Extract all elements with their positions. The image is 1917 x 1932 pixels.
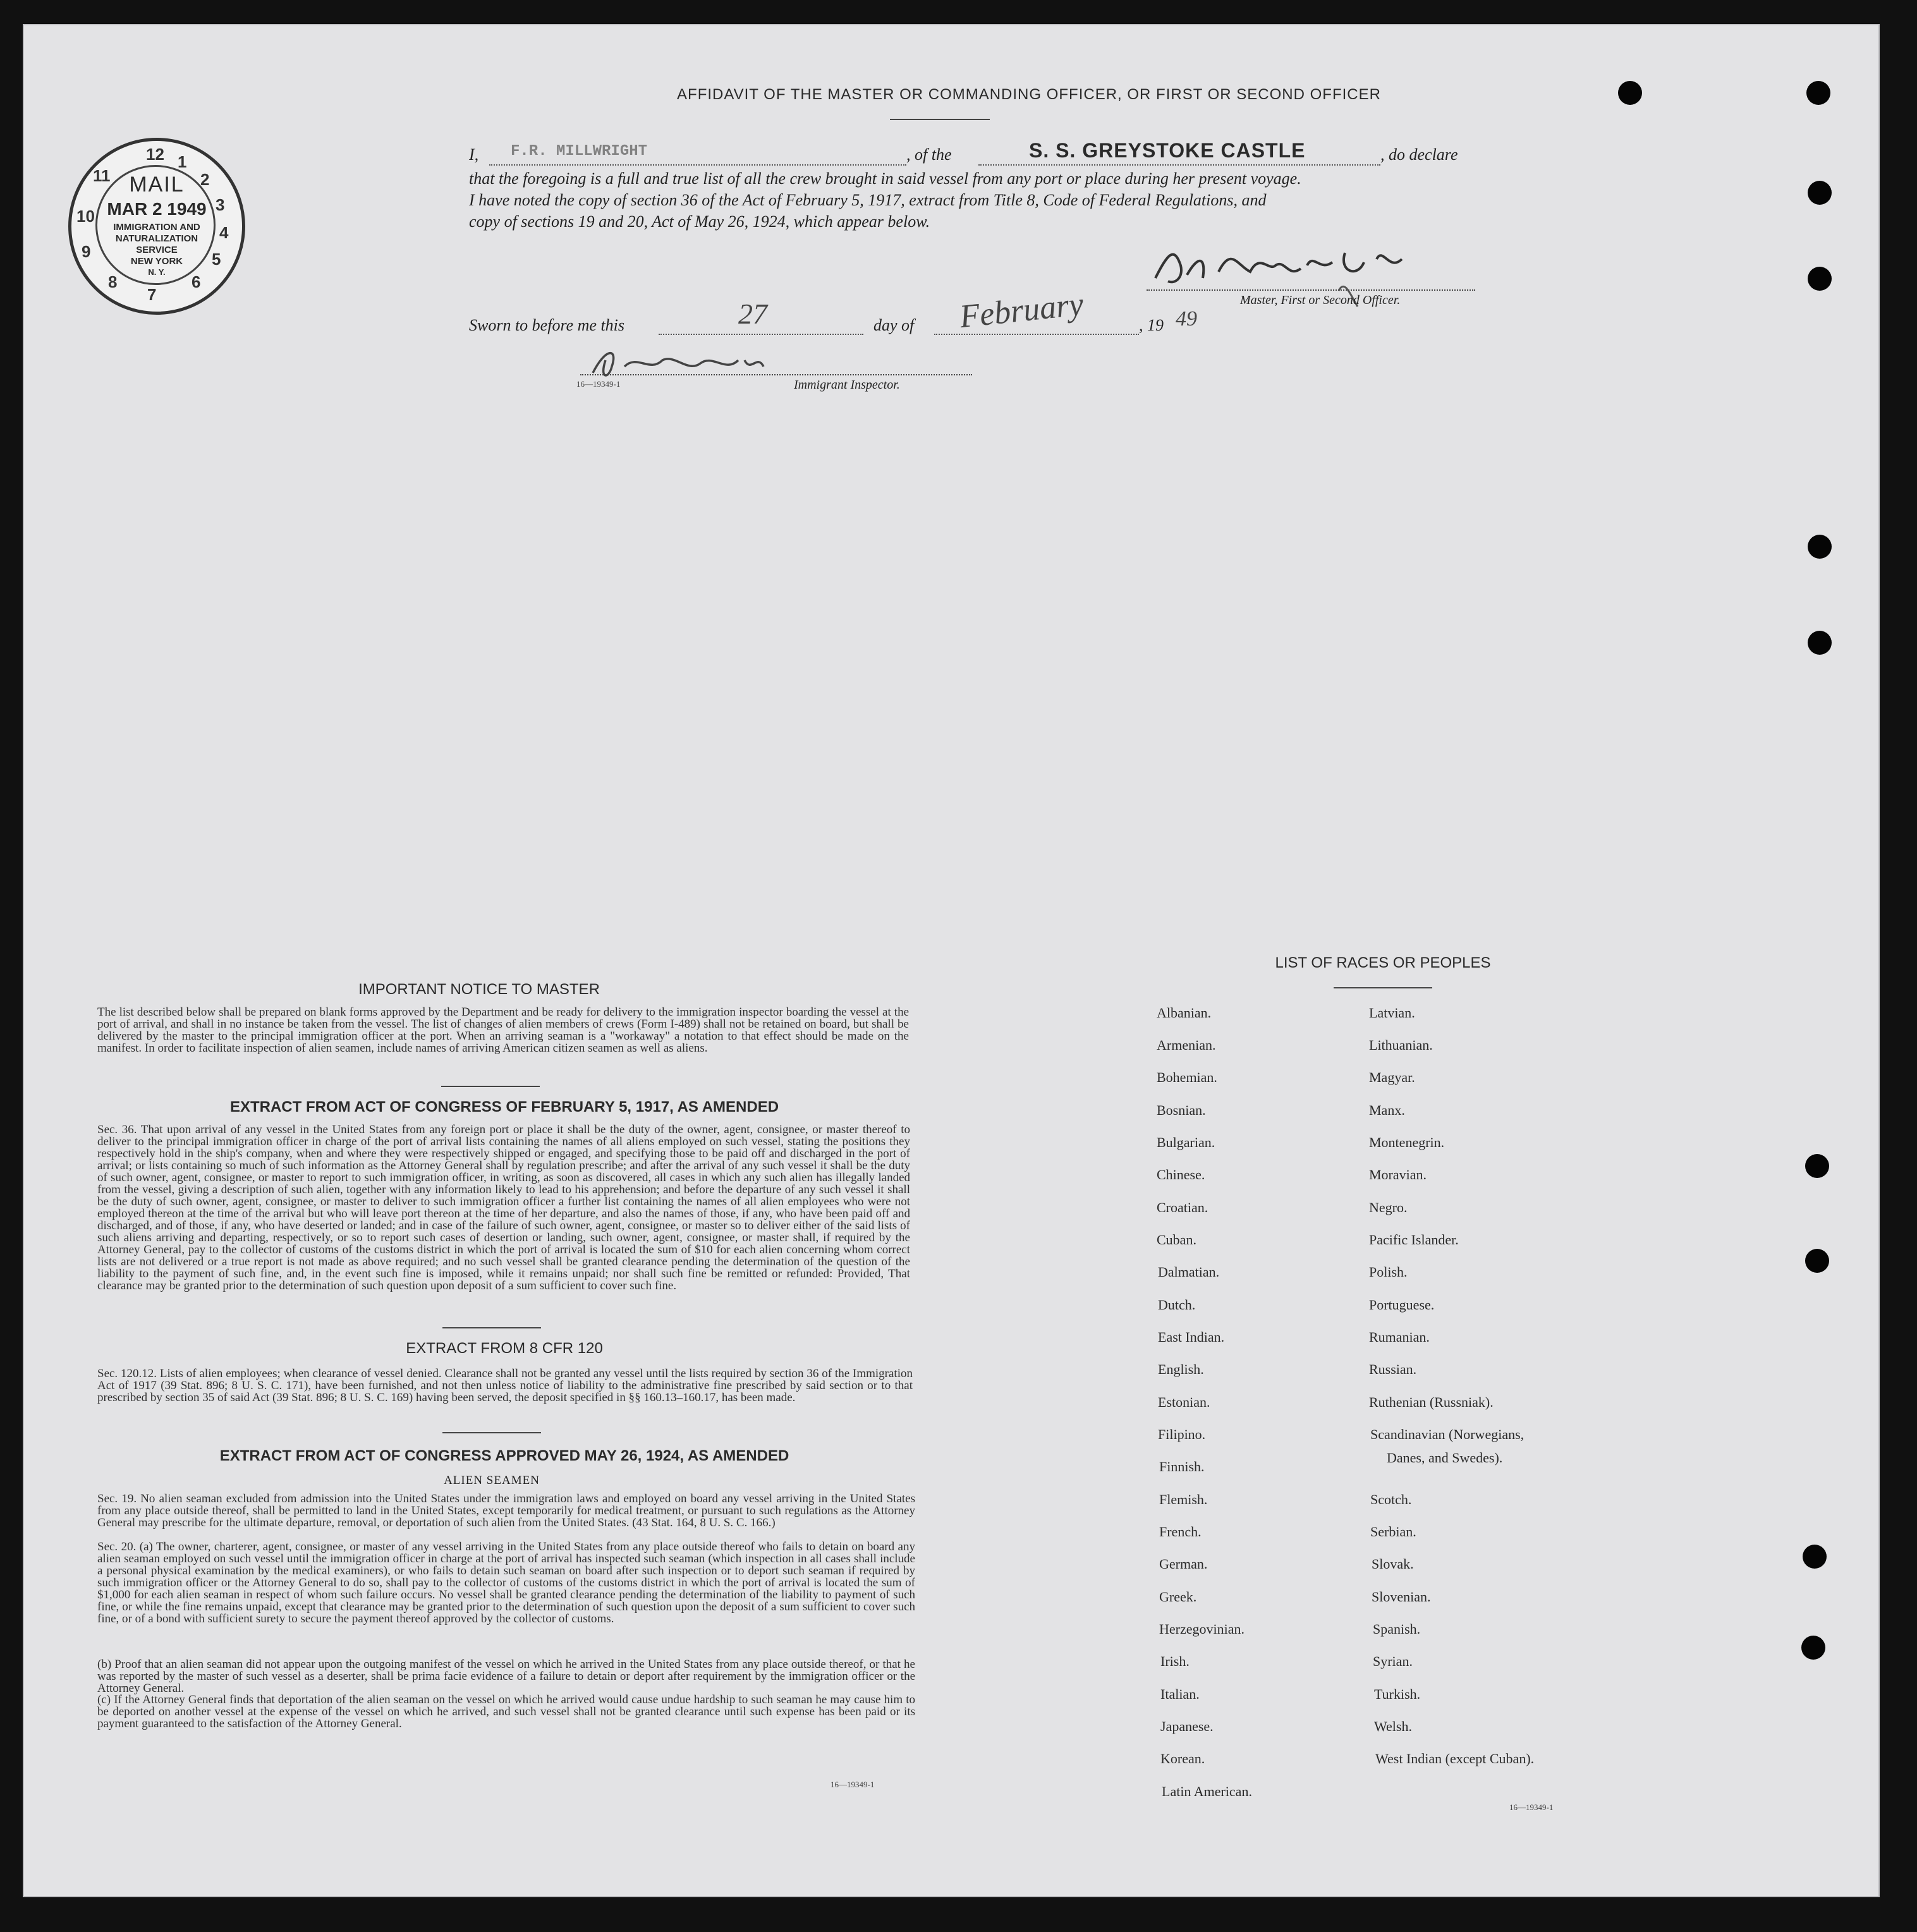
stamp-line: N. Y. [148,267,166,277]
stamp-mail-label: MAIL [129,173,185,197]
stamp-ring-number: 11 [93,166,111,185]
race-item: Latvian. [1369,1005,1415,1021]
extract-form-number: 16—19349-1 [831,1780,875,1789]
stamp-ring-number: 12 [146,145,164,164]
race-item: Manx. [1369,1102,1405,1118]
race-item: Dalmatian. [1158,1264,1220,1280]
extract-1924-title: EXTRACT FROM ACT OF CONGRESS APPROVED MAY 26, 1924, AS AMENDED [219,1447,789,1464]
race-item: Greek. [1159,1589,1197,1605]
stamp-line: IMMIGRATION AND [113,222,200,233]
stamp-ring-number: 6 [192,272,201,291]
section-divider [441,1086,540,1087]
race-item: Italian. [1160,1686,1200,1702]
race-item: French. [1159,1524,1202,1540]
race-item: Slovenian. [1372,1589,1431,1605]
inspector-caption: Immigrant Inspector. [794,378,900,392]
race-item: Serbian. [1370,1524,1416,1540]
officer-name-line [489,164,906,166]
stamp-ring-number: 5 [212,250,221,269]
race-item: Filipino. [1158,1426,1206,1442]
punch-hole [1806,81,1830,105]
race-item: Irish. [1160,1653,1190,1669]
race-item: Albanian. [1157,1005,1212,1021]
section-divider [442,1327,541,1328]
race-item: Estonian. [1158,1394,1210,1410]
race-item: Bohemian. [1157,1069,1217,1085]
race-item: Bulgarian. [1157,1134,1215,1150]
race-item: Latin American. [1162,1783,1252,1799]
immigration-date-stamp [68,138,245,315]
races-title: LIST OF RACES OR PEOPLES [1275,954,1491,971]
punch-hole [1805,1154,1829,1178]
inspector-signature-line [580,374,972,375]
stamp-ring-number: 3 [216,195,225,214]
affidavit-body-line: copy of sections 19 and 20, Act of May 26, 1924, which appear below. [469,212,930,231]
affidavit-title: AFFIDAVIT OF THE MASTER OR COMMANDING OFFICER, OR FIRST OR SECOND OFFICER [677,86,1381,103]
race-item: Scandinavian (Norwegians, [1370,1426,1524,1442]
sworn-month: February [958,286,1085,336]
stamp-line: SERVICE [136,245,178,255]
race-item: East Indian. [1158,1329,1225,1345]
race-item: Japanese. [1160,1718,1214,1734]
race-item: Slovak. [1372,1556,1414,1572]
officer-name: F.R. MILLWRIGHT [511,143,648,160]
extract-1924-subtitle: ALIEN SEAMEN [444,1474,540,1487]
race-item: Syrian. [1373,1653,1413,1669]
day-of-label: day of [873,316,915,334]
punch-hole [1618,81,1642,105]
races-form-number: 16—19349-1 [1509,1802,1554,1812]
master-caption: Master, First or Second Officer. [1240,293,1401,307]
stamp-ring-number: 10 [76,207,95,226]
race-item: Welsh. [1374,1718,1412,1734]
punch-hole [1808,267,1832,291]
race-item: Turkish. [1374,1686,1421,1702]
race-item: Dutch. [1158,1297,1196,1313]
extract-1924-sec20c: (c) If the Attorney General finds that deportation of the alien seaman on the vessel on which he arrived would cause undue hardship to such seaman he may cause him to be deported on another vessel at the expense of the vessel on which he arrived, and such vessel shall not be granted clearance until such expense has been paid or its payment guaranteed to the satisfaction of the Attorney General. [97,1693,915,1730]
extract-1917-title: EXTRACT FROM ACT OF CONGRESS OF FEBRUARY 5, 1917, AS AMENDED [229,1098,779,1115]
affidavit-body-line: I have noted the copy of section 36 of the Act of February 5, 1917, extract from Title 8, Code of Federal Regulations, and [469,191,1267,209]
stamp-ring-number: 2 [200,170,210,189]
extract-1924-sec20b: (b) Proof that an alien seaman did not appear upon the outgoing manifest of the vessel on which he arrived in the United States from any place outside thereof, or that he was reported by the master of such vessel as a deserter, shall be prima facie evidence of a failure to detain or deport after requirement by the immigration officer or the Attorney General. [97,1658,915,1695]
vessel-name: S. S. GREYSTOKE CASTLE [1029,139,1306,162]
race-item: Lithuanian. [1369,1037,1433,1053]
affidavit-form-number: 16—19349-1 [576,379,621,389]
race-item: Croatian. [1157,1200,1208,1215]
race-item: Rumanian. [1369,1329,1430,1345]
stamp-ring-number: 9 [82,242,91,261]
race-item: Negro. [1369,1200,1408,1215]
race-item: Armenian. [1157,1037,1216,1053]
extract-1924-sec20a: Sec. 20. (a) The owner, charterer, agent, consignee, or master of any vessel arriving in the United States from any place outside thereof who fails to detain on board any alien seaman employed on such vessel until the immigration officer in charge at the port of arrival has inspected such seaman (which inspection in all cases shall include a personal physical examination by the medical examiners), or who fails to detain such seaman on board after such inspection or to deport such seaman if required by such immigration officer or the Attorney General to do so, shall pay to the collector of customs of the customs district in which the port of arrival is located the sum of $1,000 for each alien seaman in respect of whom such failure occurs. No vessel shall be granted clearance pending the determination of the liability to payment of such fine, or while the fine remains unpaid, except that clearance may be granted prior to the determination of such question upon the deposit of a sum sufficient to cover such fine, or of a bond with sufficient surety to secure the payment thereof approved by the collector of customs. [97,1540,915,1625]
race-item: Pacific Islander. [1369,1232,1459,1248]
notice-text: The list described below shall be prepared on blank forms approved by the Department and be ready for delivery to the immigration inspector boarding the vessel at the port of arrival, and shall in no instance be taken from the vessel. The list of changes of alien members of crews (Form I-489) shall not be retained on board, but shall be delivered by the master to the principal immigration officer at the port. When an arriving seaman is a "workaway" a notation to that effect should be made on the manifest. In order to facilitate inspection of alien seamen, include names of arriving American citizen seamen as well as aliens. [97,1005,909,1055]
vessel-name-line [978,164,1380,166]
race-item: Portuguese. [1369,1297,1435,1313]
extract-cfr-title: EXTRACT FROM 8 CFR 120 [406,1340,603,1357]
race-item: Cuban. [1157,1232,1196,1248]
race-item: Korean. [1160,1751,1205,1766]
race-item: English. [1158,1361,1204,1377]
stamp-ring-number: 8 [108,272,118,291]
race-item: German. [1159,1556,1208,1572]
affidavit-body-line: that the foregoing is a full and true list of all the crew brought in said vessel from any port or place during her present voyage. [469,169,1301,188]
document-page [23,24,1880,1897]
extract-1924-sec19: Sec. 19. No alien seaman excluded from admission into the United States under the immigration laws and employed on board any vessel arriving in the United States from any place outside thereof, shall be permitted to land in the United States, except temporarily for medical treatment, or pursuant to such regulations as the Attorney General may prescribe for the ultimate departure, removal, or deportation of such alien from the United States. (43 Stat. 164, 8 U. S. C. 166.) [97,1492,915,1529]
punch-hole [1808,631,1832,655]
race-item: West Indian (except Cuban). [1375,1751,1535,1766]
stamp-ring-number: 4 [219,223,229,242]
stamp-ring-number: 1 [178,152,187,171]
races-divider [1334,987,1432,988]
race-item: Polish. [1369,1264,1408,1280]
race-item: Magyar. [1369,1069,1415,1085]
master-signature-line [1147,289,1475,291]
i-label: I, [469,145,479,164]
punch-hole [1801,1636,1825,1660]
sworn-day: 27 [738,298,767,330]
race-item: Herzegovinian. [1159,1621,1245,1637]
stamp-ring-number: 7 [147,285,157,304]
race-item: Montenegrin. [1369,1134,1445,1150]
race-item: Danes, and Swedes). [1387,1450,1503,1466]
punch-hole [1805,1249,1829,1273]
race-item: Russian. [1369,1361,1417,1377]
race-item: Moravian. [1369,1167,1427,1182]
extract-1917-text: Sec. 36. That upon arrival of any vessel in the United States from any foreign port or place it shall be the duty of the owner, agent, consignee, or master thereof to deliver to the principal immigration officer in charge of the port of arrival lists containing the names of all aliens employed on such vessel, stating the positions they respectively hold in the ship's company, when and where they were respectively shipped or engaged, and specifying those to be paid off and discharged in the port of arrival; or lists containing so much of such information as the Attorney General shall by regulation prescribe; and after the arrival of any such vessel it shall be the duty of such owner, agent, consignee, or master to report to such immigration officer, in writing, as soon as discovered, all cases in which any such alien has illegally landed from the vessel, giving a description of such alien, together with any information likely to lead to his apprehension; and before the departure of any such vessel it shall be the duty of such owner, agent, consignee, or master to deliver to such immigration officer a further list containing the names of all alien employees who were not employed thereon at the time of the arrival but who will leave port thereon at the time of her departure, and also the names of those, if any, who have been paid off and discharged, and of those, if any, who have deserted or landed; and in case of the failure of such owner, agent, consignee, or master so to deliver either of the said lists of such aliens arriving and departing, respectively, or so to report such cases of desertion or landing, such owner, agent, consignee, or master shall, if required by the Attorney General, pay to the collector of customs of the customs district in which the port of arrival is located the sum of $10 for each alien concerning whom correct lists are not delivered or a true report is not made as above required; and no such vessel shall be granted clearance pending the determination of the question of the liability to the payment of such fine, and, in the event such fine is imposed, while it remains unpaid; nor shall such fine be remitted or refunded: Provided, That clearance may be granted prior to the determination of such question upon deposit of a sum sufficient to cover such fine. [97,1123,910,1292]
punch-hole [1803,1545,1827,1569]
race-item: Spanish. [1373,1621,1421,1637]
year-prefix: , 19 [1139,316,1164,334]
race-item: Finnish. [1159,1459,1205,1474]
punch-hole [1808,535,1832,559]
title-divider [890,119,990,120]
race-item: Chinese. [1157,1167,1205,1182]
notice-title: IMPORTANT NOTICE TO MASTER [358,981,600,998]
stamp-line: NATURALIZATION [115,233,198,244]
sworn-label: Sworn to before me this [469,316,625,334]
section-divider [442,1432,541,1433]
extract-cfr-text: Sec. 120.12. Lists of alien employees; when clearance of vessel denied. Clearance shall not be granted any vessel until the lists required by section 36 of the Immigration Act of 1917 (39 Stat. 896; 8 U. S. C. 171), have been furnished, and not then unless notice of liability to the administrative fine prescribed by said section or to that prescribed by section 35 of said Act (39 Stat. 896; 8 U. S. C. 169) having been served, the deposit specified in §§ 160.13–160.17, has been made. [97,1367,913,1404]
race-item: Ruthenian (Russniak). [1369,1394,1494,1410]
race-item: Flemish. [1159,1492,1208,1507]
do-declare-label: , do declare [1380,145,1458,164]
of-the-label: , of the [906,145,952,164]
race-item: Bosnian. [1157,1102,1206,1118]
stamp-line: NEW YORK [130,256,183,267]
year-suffix: 49 [1176,307,1197,331]
race-item: Scotch. [1370,1492,1412,1507]
stamp-date: MAR 2 1949 [107,199,207,219]
punch-hole [1808,181,1832,205]
